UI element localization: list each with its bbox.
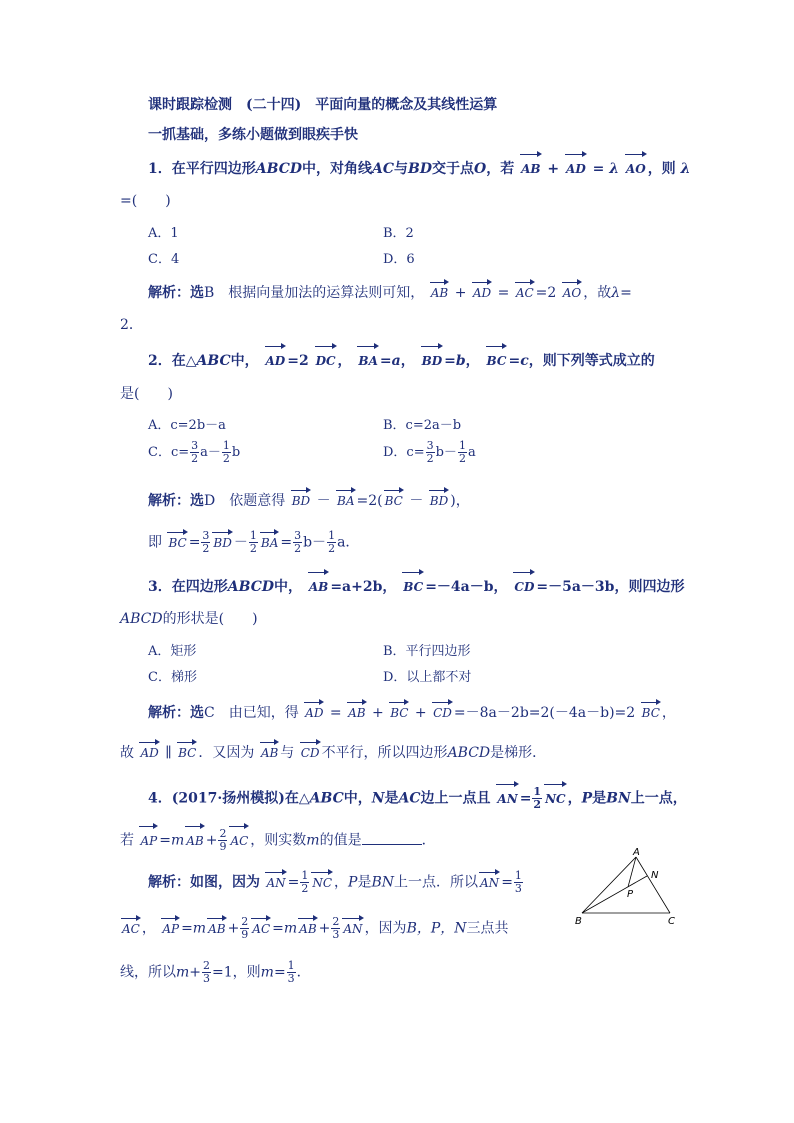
q1-option-c: C．4 <box>148 252 180 267</box>
label-a: A <box>633 848 640 858</box>
q2-solution-line2: 即 BC = $\frac{3}{2}$ BD － $\frac{1}{2}$ BA = $\frac{3}{2}$ b－ $\frac{1}{2}$ a． <box>148 529 360 555</box>
q1-option-d: D．6 <box>383 252 415 267</box>
q1-option-a: A．1 <box>148 226 179 241</box>
label-c: C <box>668 916 675 927</box>
q3-option-d: D．以上都不对 <box>383 670 472 685</box>
q1-stem-line2: =( ) <box>120 193 171 209</box>
vec-ab: AB <box>519 158 542 180</box>
q2-option-d: D．c= $\frac{3}{2}$ b－ $\frac{1}{2}$ a <box>383 439 476 465</box>
q4-solution-line1: 解析：如图，因为 AN = $\frac{1}{2}$ NC ，P是BN上一点．所以 AN = $\frac{1}{3}$ <box>148 869 522 895</box>
q3-option-b: B．平行四边形 <box>383 644 471 659</box>
label-p: P <box>627 889 634 900</box>
label-n: N <box>651 870 659 881</box>
q4-stem-line1: 4．(2017·扬州模拟)在△ABC中，N是AC边上一点且 AN = $\frac{1}{2}$ NC ，P是BN上一点， <box>148 785 687 811</box>
q4-stem-line2: 若 AP =m AB + $\frac{2}{9}$ AC ，则实数m的值是 ． <box>120 827 436 853</box>
q1-stem-line1: 1．在平行四边形ABCD中，对角线AC与BD交于点O，若 AB + AD = λ AO ，则 λ <box>148 158 690 180</box>
q4-solution-line2: AC ， AP =m AB + $\frac{2}{9}$ AC =m AB + $\frac{2}{3}$ AN ，因为B，P，N三点共 <box>122 915 509 941</box>
segment-bn <box>582 876 647 913</box>
q3-stem-line1: 3．在四边形ABCD中， AB =a+2b， BC =－4a－b， CD =－5a－3b，则四边形 <box>148 576 684 598</box>
q2-option-b: B．c=2a－b <box>383 418 462 433</box>
q2-option-a: A．c=2b－a <box>148 418 226 433</box>
triangle-figure <box>572 848 682 928</box>
q2-stem-line1: 2．在△ABC中， AD =2 DC ， BA =a， BD =b， BC =c，则下列等式成立的 <box>148 350 655 372</box>
q3-solution-line1: 解析：选C 由已知，得 AD = AB + BC + CD =－8a－2b=2(－4a－b)=2 BC ， <box>148 705 676 721</box>
edge-ab <box>582 857 636 913</box>
vec-ao: AO <box>624 158 648 180</box>
vec-ad: AD <box>564 158 588 180</box>
q4-solution-line3: 线，所以m+ $\frac{2}{3}$ =1，则m= $\frac{1}{3}$ ． <box>120 959 311 985</box>
q2-option-c: C．c= $\frac{3}{2}$ a－ $\frac{1}{2}$ b <box>148 439 241 465</box>
page-subtitle: 一抓基础，多练小题做到眼疾手快 <box>148 127 358 143</box>
q3-option-c: C．梯形 <box>148 670 197 685</box>
q1-option-b: B．2 <box>383 226 414 241</box>
page-title: 课时跟踪检测 (二十四) 平面向量的概念及其线性运算 <box>148 97 498 113</box>
q1-solution-line2: 2． <box>120 317 143 333</box>
q3-stem-line2: ABCD的形状是( ) <box>120 611 258 627</box>
answer-blank <box>362 830 422 845</box>
label-b: B <box>575 916 582 927</box>
q3-solution-line2: 故 AD ∥ BC ．又因为 AB 与 CD 不平行，所以四边形ABCD是梯形． <box>120 745 547 761</box>
q2-stem-line2: 是( ) <box>120 386 173 402</box>
edge-ac <box>636 857 670 913</box>
q3-option-a: A．矩形 <box>148 644 197 659</box>
q1-solution-line1: 解析：选B 根据向量加法的运算法则可知， AB + AD = AC =2 AO ，故λ= <box>148 285 632 301</box>
q2-solution-line1: 解析：选D 依题意得 BD － BA =2( BC － BD )， <box>148 493 470 509</box>
